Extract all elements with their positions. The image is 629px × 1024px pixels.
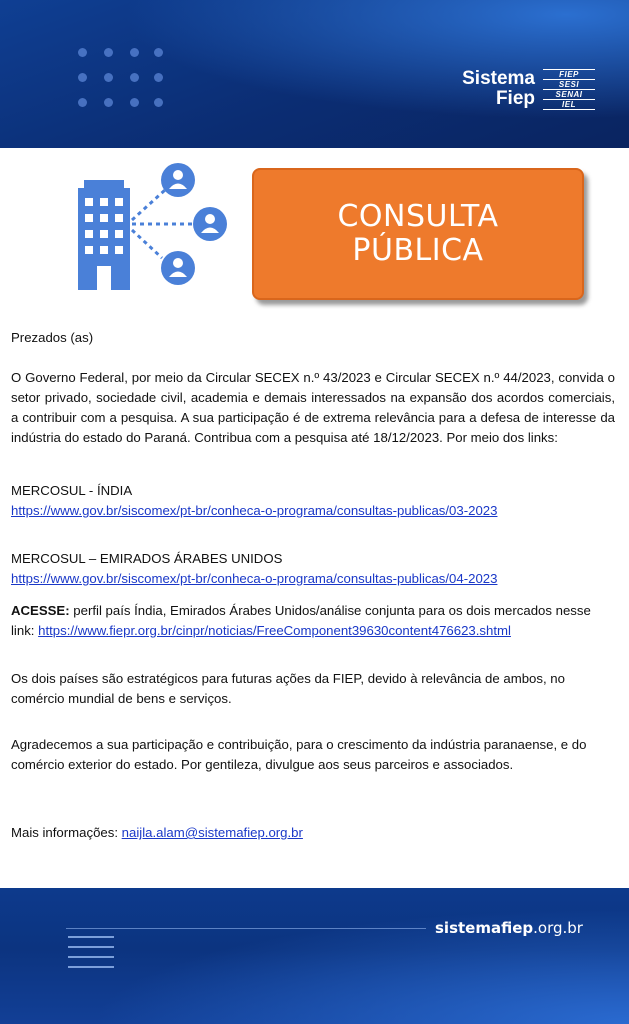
strategic-paragraph: Os dois países são estratégicos para futuras ações da FIEP, devido à relevância de ambos, no comércio mundial de bens e serviços. xyxy=(11,671,565,706)
sistema-fiep-logo xyxy=(462,66,595,112)
intro-paragraph: O Governo Federal, por meio da Circular SECEX n.º 43/2023 e Circular SECEX n.º 44/2023, convida o setor privado, sociedade civil, academia e demais interessados na expansão dos acordos comerciais, a contribuir com a pesquisa. A sua participação é de extrema relevância para a defesa de interesse da indústria do estado do Paraná. Contribua com a pesquisa até 18/12/2023. Por meio dos links: xyxy=(11,370,615,445)
footer-url-bold: sistemafiep xyxy=(435,919,534,937)
consulta-publica-box xyxy=(252,168,584,300)
greeting: Prezados (as) xyxy=(11,330,94,345)
footer-divider xyxy=(66,928,426,929)
fiep-profile-link[interactable]: https://www.fiepr.org.br/cinpr/noticias/FreeComponent39630content476623.shtml xyxy=(38,623,511,638)
message-body xyxy=(11,328,615,843)
more-info xyxy=(11,823,615,843)
acesse-text: perfil país Índia, Emirados Árabes Unidos/análise conjunta para os dois mercados nesse link: xyxy=(11,603,591,638)
more-info-label: Mais informações: xyxy=(11,825,122,840)
logo-entity-iel: IEL xyxy=(543,99,595,110)
logo-word-sistema: Sistema xyxy=(462,68,535,89)
section-india-link[interactable]: https://www.gov.br/siscomex/pt-br/conheca-o-programa/consultas-publicas/03-2023 xyxy=(11,503,498,518)
thanks-paragraph: Agradecemos a sua participação e contribuição, para o crescimento da indústria paranaense, e do comércio exterior do estado. Por gentileza, divulgue aos seus parceiros e associados. xyxy=(11,737,587,772)
building-network-icon xyxy=(70,158,240,298)
acesse-paragraph xyxy=(11,601,615,641)
section-emirados-title: MERCOSUL – EMIRADOS ÁRABES UNIDOS xyxy=(11,551,283,566)
footer-lines-decoration xyxy=(68,936,114,976)
banner-line-2: PÚBLICA xyxy=(352,233,484,268)
decorative-dots xyxy=(78,48,166,112)
logo-wordmark xyxy=(462,69,535,109)
logo-word-fiep: Fiep xyxy=(495,88,535,109)
logo-entity-fiep: FIEP xyxy=(543,69,595,79)
footer-url-rest: .org.br xyxy=(533,919,583,937)
section-emirados-link[interactable]: https://www.gov.br/siscomex/pt-br/conheca-o-programa/consultas-publicas/04-2023 xyxy=(11,571,498,586)
footer-website[interactable] xyxy=(435,919,583,937)
logo-entities xyxy=(543,69,595,110)
banner-line-1: CONSULTA xyxy=(337,199,499,234)
logo-entity-sesi: SESI xyxy=(543,79,595,89)
footer-banner xyxy=(0,888,629,1024)
section-india-title: MERCOSUL - ÍNDIA xyxy=(11,483,133,498)
acesse-label: ACESSE: xyxy=(11,603,70,618)
logo-entity-senai: SENAI xyxy=(543,89,595,99)
contact-email-link[interactable]: naijla.alam@sistemafiep.org.br xyxy=(121,825,303,840)
header-banner xyxy=(0,0,629,148)
consulta-publica-banner xyxy=(252,168,592,308)
